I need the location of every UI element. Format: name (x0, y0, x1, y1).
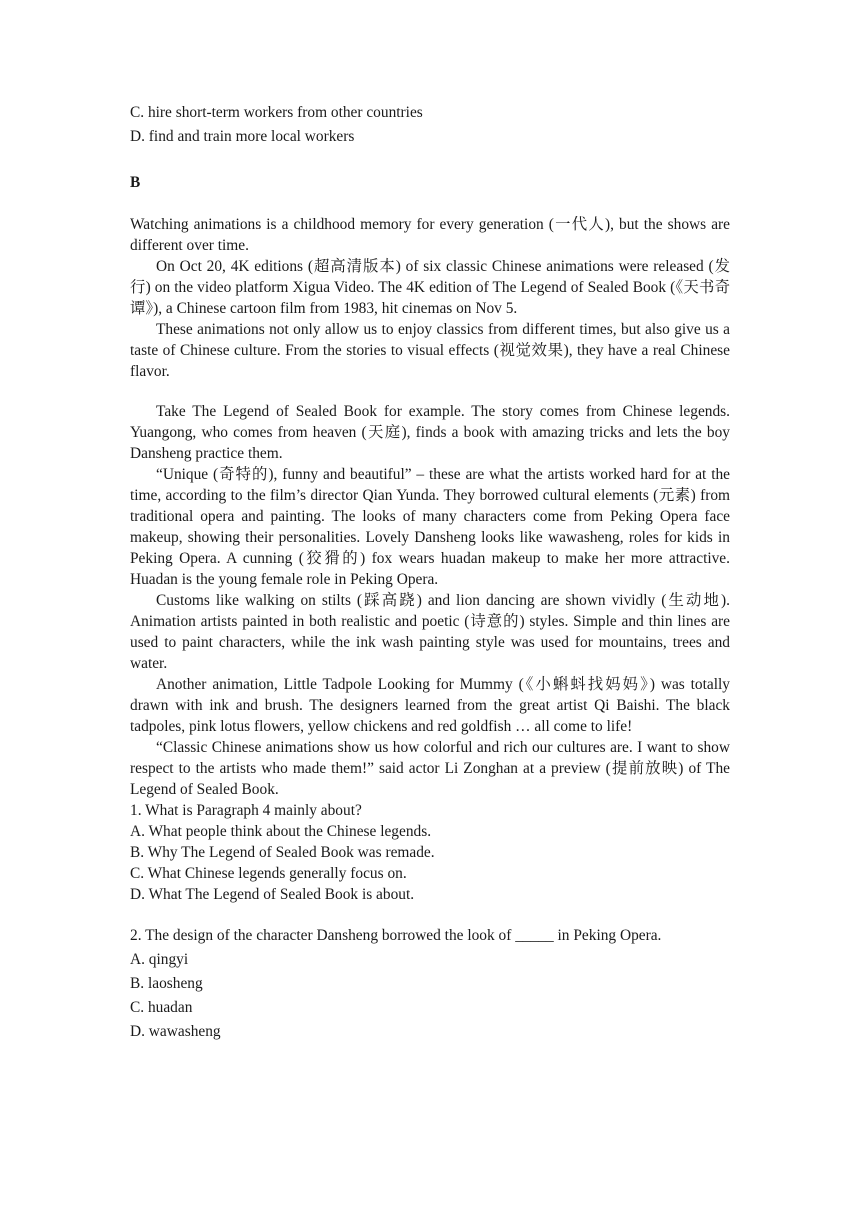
paragraph-3: These animations not only allow us to enjoy classics from different times, but also give us a taste of Chinese culture. From the stories to visual effects (视觉效果), they have a real Chinese flavor. (130, 321, 730, 380)
previous-question-option-c: C. hire short-term workers from other countries (130, 104, 423, 121)
question-1-option-c: C. What Chinese legends generally focus on. (130, 865, 407, 882)
question-2-option-d: D. wawasheng (130, 1023, 221, 1040)
question-2-option-b: B. laosheng (130, 975, 203, 992)
question-1-stem: 1. What is Paragraph 4 mainly about? (130, 802, 362, 819)
question-2-stem: 2. The design of the character Dansheng borrowed the look of _____ in Peking Opera. (130, 927, 662, 944)
section-label: B (130, 174, 141, 191)
reading-passage (130, 214, 730, 800)
question-1-option-a: A. What people think about the Chinese legends. (130, 823, 432, 840)
paragraph-2: On Oct 20, 4K editions (超高清版本) of six classic Chinese animations were released (发行) on the video platform Xigua Video. The 4K edition of The Legend of Sealed Book (《天书奇谭》), a Chinese cartoon film from 1983, hit cinemas on Nov 5. (130, 258, 730, 317)
question-1-option-b: B. Why The Legend of Sealed Book was remade. (130, 844, 435, 861)
question-1-option-d: D. What The Legend of Sealed Book is about. (130, 886, 415, 903)
question-2-option-a: A. qingyi (130, 951, 189, 968)
paragraph-7: Another animation, Little Tadpole Looking for Mummy (《小蝌蚪找妈妈》) was totally drawn with ink and brush. The designers learned from the great artist Qi Baishi. The black tadpoles, pink lotus flowers, yellow chickens and red goldfish … all come to life! (130, 676, 730, 735)
paragraph-1: Watching animations is a childhood memory for every generation (一代人), but the shows are different over time. (130, 216, 730, 254)
paragraph-5: “Unique (奇特的), funny and beautiful” – these are what the artists worked hard for at the time, according to the film’s director Qian Yunda. They borrowed cultural elements (元素) from traditional opera and painting. The looks of many characters come from Peking Opera face makeup, showing their personalities. Lovely Dansheng looks like wawasheng, roles for kids in Peking Opera. A cunning (狡猾的) fox wears huadan makeup to make her more attractive. Huadan is the young female role in Peking Opera. (130, 466, 730, 588)
paragraph-gap (130, 382, 730, 401)
paragraph-6: Customs like walking on stilts (踩高跷) and lion dancing are shown vividly (生动地). Animation artists painted in both realistic and poetic (诗意的) styles. Simple and thin lines are used to paint characters, while the ink wash painting style was used for mountains, trees and water. (130, 592, 730, 672)
question-2 (130, 924, 730, 1044)
question-2-option-c: C. huadan (130, 999, 193, 1016)
paragraph-4: Take The Legend of Sealed Book for example. The story comes from Chinese legends. Yuangong, who comes from heaven (天庭), finds a book with amazing tricks and lets the boy Dansheng practice them. (130, 403, 730, 462)
paragraph-8: “Classic Chinese animations show us how colorful and rich our cultures are. I want to show respect to the artists who made them!” said actor Li Zonghan at a preview (提前放映) of The Legend of Sealed Book. (130, 739, 730, 798)
question-1 (130, 800, 730, 905)
document-page (130, 101, 730, 1044)
previous-question-option-d: D. find and train more local workers (130, 128, 355, 145)
